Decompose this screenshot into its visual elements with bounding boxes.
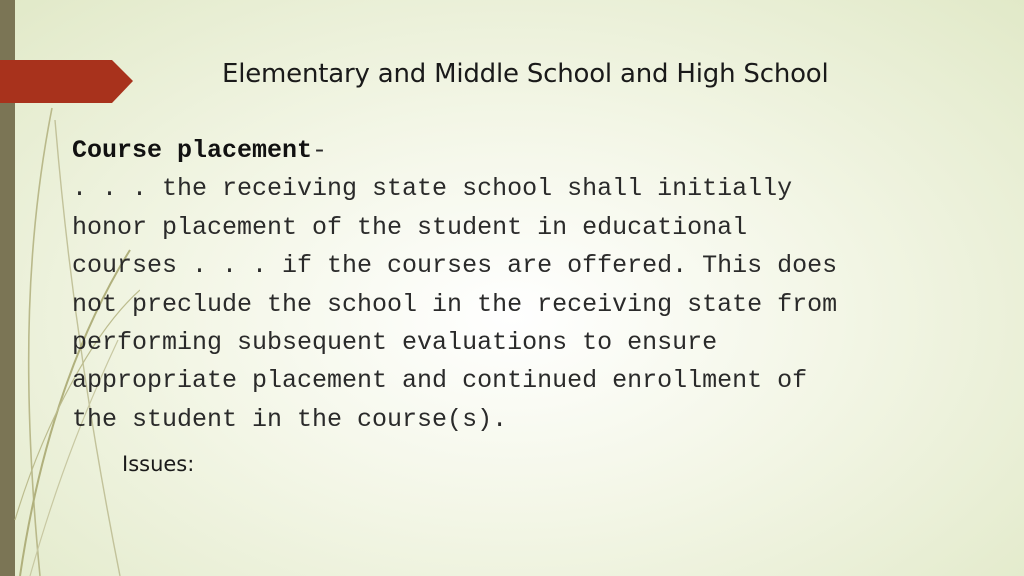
heading-dash: - bbox=[312, 136, 328, 165]
body-line: not preclude the school in the receiving state from bbox=[72, 289, 838, 319]
body-line: . . . the receiving state school shall initially bbox=[72, 174, 793, 204]
slide-title: Elementary and Middle School and High School bbox=[222, 59, 829, 89]
section-heading bbox=[72, 132, 1017, 170]
body-line: appropriate placement and continued enrollment of bbox=[72, 366, 808, 396]
body-line: performing subsequent evaluations to ensure bbox=[72, 328, 718, 358]
slide-body bbox=[72, 132, 1017, 439]
title-arrow-marker bbox=[0, 60, 133, 103]
body-line: the student in the course(s). bbox=[72, 404, 508, 434]
heading-text: Course placement bbox=[72, 136, 313, 165]
body-line: honor placement of the student in educational bbox=[72, 212, 748, 242]
issues-label: Issues: bbox=[122, 452, 195, 476]
body-line: courses . . . if the courses are offered. This does bbox=[72, 251, 838, 281]
